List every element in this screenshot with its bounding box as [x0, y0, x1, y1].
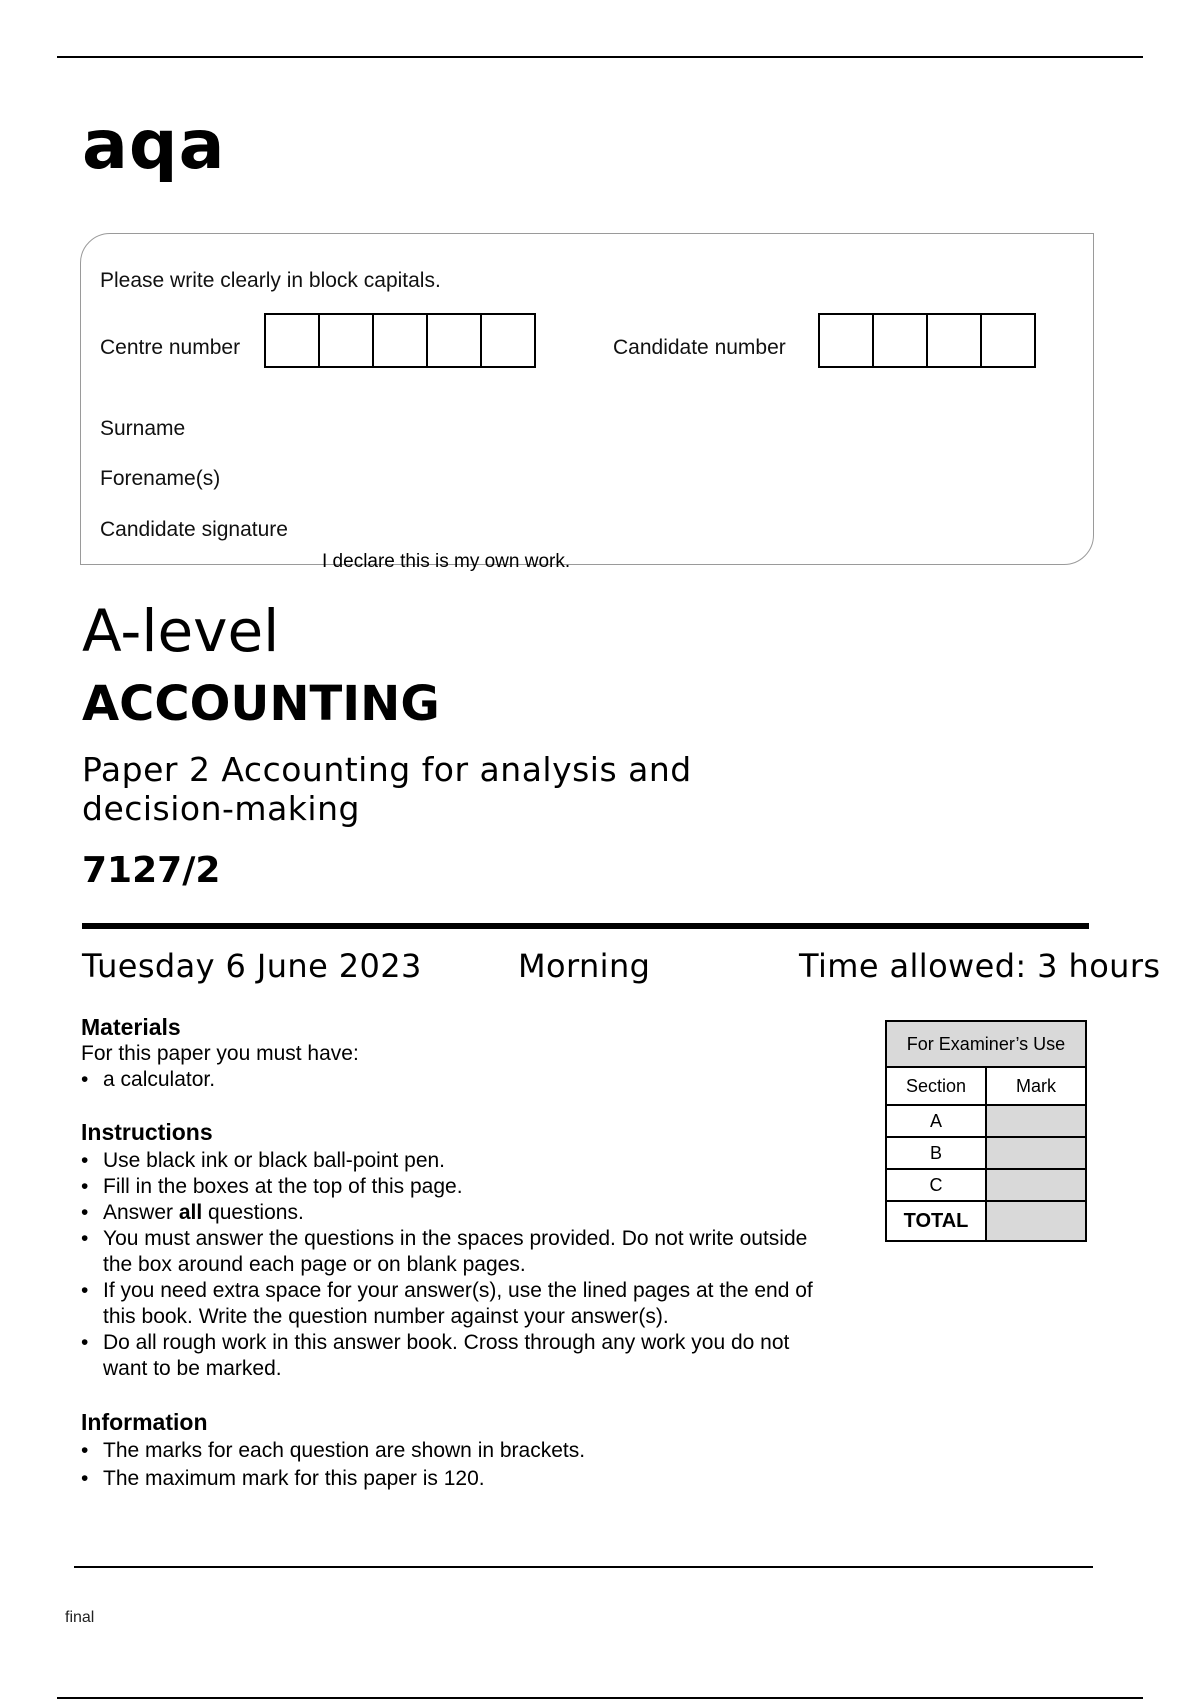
candidate-digit-box[interactable] [872, 313, 928, 368]
section-column-header: Section [886, 1067, 986, 1105]
total-mark-cell [986, 1201, 1086, 1241]
footer-status: final [65, 1609, 95, 1626]
list-item: • The marks for each question are shown in brackets. [81, 1438, 841, 1464]
total-label: TOTAL [886, 1201, 986, 1241]
centre-digit-box[interactable] [318, 313, 374, 368]
list-item: • a calculator. [81, 1067, 841, 1093]
forenames-label: Forename(s) [100, 467, 221, 490]
title-divider [82, 923, 1089, 929]
list-item: • Use black ink or black ball-point pen. [81, 1148, 821, 1174]
paper-title: Paper 2 Accounting for analysis and decision-making [82, 750, 692, 828]
information-section [81, 1409, 841, 1492]
exam-session: Morning [518, 947, 651, 985]
centre-digit-box[interactable] [426, 313, 482, 368]
examiners-use-table [885, 1020, 1087, 1242]
information-list [81, 1438, 841, 1492]
mark-cell [986, 1137, 1086, 1169]
instructions-section [81, 1119, 821, 1382]
mark-column-header: Mark [986, 1067, 1086, 1105]
materials-list [81, 1067, 841, 1093]
list-item: • You must answer the questions in the spaces provided. Do not write outside the box around each page or on blank pages. [81, 1226, 821, 1278]
aqa-logo: aqa [82, 106, 226, 185]
candidate-digit-box[interactable] [926, 313, 982, 368]
qualification-title: A-level [82, 597, 280, 665]
list-item: • Fill in the boxes at the top of this page. [81, 1174, 821, 1200]
section-cell: C [886, 1169, 986, 1201]
materials-section [81, 1014, 841, 1093]
examiners-use-title: For Examiner’s Use [886, 1021, 1086, 1067]
declaration-text: I declare this is my own work. [322, 551, 571, 572]
time-allowed: Time allowed: 3 hours [799, 947, 1161, 985]
materials-heading: Materials [81, 1014, 181, 1040]
list-item: • Do all rough work in this answer book. Cross through any work you do not want to be marked. [81, 1330, 821, 1382]
candidate-number-label: Candidate number [613, 336, 786, 359]
top-rule [57, 56, 1143, 58]
subject-title: ACCOUNTING [82, 676, 440, 732]
mark-cell [986, 1169, 1086, 1201]
candidate-number-boxes[interactable] [818, 313, 1036, 368]
list-item: • The maximum mark for this paper is 120. [81, 1466, 841, 1492]
centre-number-label: Centre number [100, 336, 241, 359]
section-cell: A [886, 1105, 986, 1137]
section-cell: B [886, 1137, 986, 1169]
information-heading: Information [81, 1409, 208, 1435]
centre-digit-box[interactable] [264, 313, 320, 368]
surname-label: Surname [100, 417, 186, 440]
block-capitals-instruction: Please write clearly in block capitals. [100, 269, 441, 292]
centre-number-boxes[interactable] [264, 313, 536, 368]
materials-intro: For this paper you must have: [81, 1042, 359, 1065]
candidate-digit-box[interactable] [818, 313, 874, 368]
centre-digit-box[interactable] [480, 313, 536, 368]
page-bottom-rule [57, 1697, 1143, 1699]
candidate-digit-box[interactable] [980, 313, 1036, 368]
mark-cell [986, 1105, 1086, 1137]
bottom-rule [74, 1566, 1093, 1568]
instructions-heading: Instructions [81, 1119, 213, 1145]
instructions-list [81, 1148, 821, 1382]
centre-digit-box[interactable] [372, 313, 428, 368]
list-item: • If you need extra space for your answer(s), use the lined pages at the end of this book. Write the question number against your answer(s). [81, 1278, 821, 1330]
exam-date: Tuesday 6 June 2023 [82, 947, 422, 985]
signature-label: Candidate signature [100, 518, 288, 541]
paper-code: 7127/2 [82, 850, 221, 891]
list-item: • Answer all questions. [81, 1200, 821, 1226]
